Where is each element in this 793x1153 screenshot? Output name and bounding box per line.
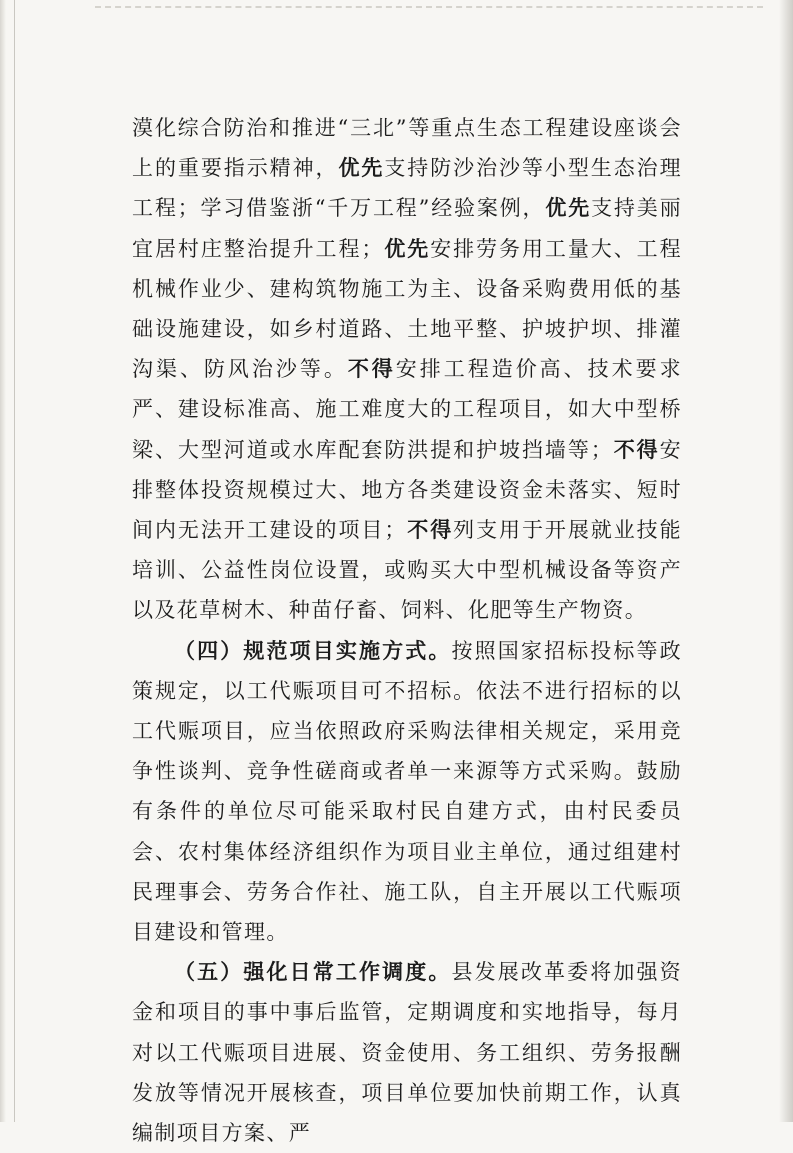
scan-edge-right [779, 0, 793, 1122]
text-run: 安排劳务用工量大、工程机械作业少、建构筑物施工为主、设备采购费用低的基础设施建设，如乡村道路、土地平整、护坡护坝、排灌沟渠、防风治沙等。 [132, 236, 682, 382]
section-heading: （五）强化日常工作调度。 [174, 959, 452, 985]
bold-keyword: 不得 [406, 517, 454, 543]
text-run: 按照国家招标投标等政策规定，以工代赈项目可不招标。依法不进行招标的以工代赈项目，应当依照政府采购法律相关规定，采用竞争性谈判、竞争性磋商或者单一来源等方式采购。鼓励有条件的单位尽可能采取村民自建方式，由村民委员会、农村集体经济组织作为项目业主单位，通过组建村民理事会、劳务合作社、施工队，自主开展以工代赈项目建设和管理。 [132, 638, 682, 945]
text-run: 安排整体投资规模过大、地方各类建设资金未落实、短时间内无法开工建设的项目； [132, 437, 682, 543]
scan-margin-line [14, 0, 15, 1122]
text-run: 支持防沙治沙等小型生态治理工程；学习借鉴浙“千万工程”经验案例， [132, 156, 682, 221]
section-heading: （四）规范项目实施方式。 [174, 637, 452, 663]
bold-keyword: 优先 [545, 195, 592, 221]
text-run: 列支用于开展就业技能培训、公益性岗位设置，或购买大中型机械设备等资产以及花草树木、种苗仔畜、饲料、化肥等生产物资。 [132, 518, 682, 623]
text-run: 支持美丽宜居村庄整治提升工程； [132, 196, 682, 261]
paragraph-1 [132, 108, 682, 631]
document-body [132, 108, 682, 1153]
bold-keyword: 不得 [347, 356, 396, 382]
bold-keyword: 不得 [613, 436, 660, 462]
paragraph-section-5 [132, 952, 682, 1153]
bold-keyword: 优先 [383, 235, 431, 261]
text-run: 安排工程造价高、技术要求严、建设标准高、施工难度大的工程项目，如大中型桥梁、大型河道或水库配套防洪提和护坡挡墙等； [132, 357, 682, 462]
text-run: 县发展改革委将加强资金和项目的事中事后监管，定期调度和实地指导，每月对以工代赈项目进展、资金使用、务工组织、劳务报酬发放等情况开展核查，项目单位要加快前期工作，认真编制项目方案、严 [132, 960, 682, 1146]
paragraph-section-4 [132, 631, 682, 953]
text-run: 漠化综合防治和推进“三北”等重点生态工程建设座谈会上的重要指示精神， [132, 116, 682, 181]
scan-edge-left [0, 0, 6, 1122]
bold-keyword: 优先 [338, 155, 385, 181]
scan-top-dash [95, 6, 763, 8]
